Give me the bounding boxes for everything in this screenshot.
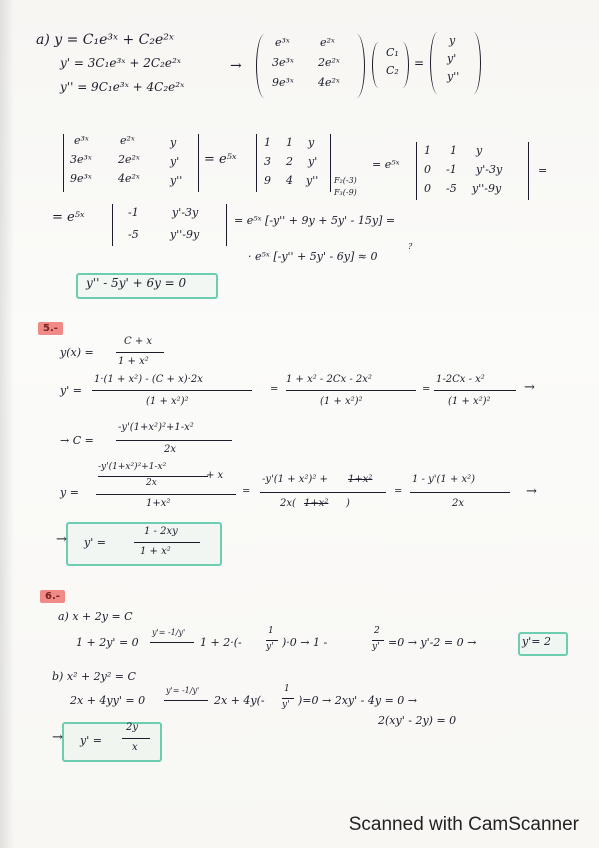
q6b-answer-lhs: y' = xyxy=(80,734,102,747)
q5-eq3: = xyxy=(242,486,251,497)
cvec-c1: C₁ xyxy=(386,46,399,59)
q5-y-den: 1+x² xyxy=(146,498,171,509)
det4-cell: y''-9y xyxy=(170,228,200,241)
q5-y2-den-b: ) xyxy=(346,498,350,509)
row-op-f3: F₃(-9) xyxy=(334,188,357,197)
q5-yp2-fraction-bar xyxy=(286,390,416,391)
det4-cell: -1 xyxy=(128,206,139,219)
det3-cell: y xyxy=(476,144,483,157)
det1-cell: y'' xyxy=(170,174,183,187)
q5-yx-den: 1 + x² xyxy=(118,356,149,367)
q4-row2-pre: = e⁵ˣ xyxy=(52,210,85,225)
det2-cell: y'' xyxy=(306,174,319,187)
q6b-line2b: )=0 → 2xy' - 4y = 0 → xyxy=(298,694,418,707)
det1-cell: 2e²ˣ xyxy=(118,153,140,166)
row-op-f2: F₂(-3) xyxy=(334,176,357,185)
det1-cell: 9e³ˣ xyxy=(70,172,92,185)
det4-right-bar xyxy=(226,204,227,246)
q6a-line2b: )·0 → 1 - xyxy=(282,636,328,649)
q6a-frac2-den: y' xyxy=(372,642,380,652)
q5-c-num: -y'(1+x²)²+1-x² xyxy=(118,422,194,433)
q5-eq4: = xyxy=(394,486,403,497)
q5-y3-num: 1 - y'(1 + x²) xyxy=(412,474,476,485)
q6b-substitution: y'= -1/y' xyxy=(166,686,200,695)
q4-row3-question: ? xyxy=(408,242,413,251)
q5-eq1: = xyxy=(270,384,279,395)
det2-cell: 4 xyxy=(286,174,293,187)
q5-y2-den-struck: 1+x² xyxy=(304,498,329,509)
q5-eq2: = xyxy=(422,384,431,395)
yvec-ypp: y'' xyxy=(447,70,460,83)
q5-y3-fraction-bar xyxy=(410,492,510,493)
det2-cell: 9 xyxy=(264,174,271,187)
q5-y-fraction-bar xyxy=(96,494,236,495)
q6b-title: b) x² + 2y² = C xyxy=(52,670,136,683)
q5-c-fraction-bar xyxy=(116,440,232,441)
det4-left-bar xyxy=(112,204,113,246)
q6a-substitution: y'= -1/y' xyxy=(152,628,186,637)
det3-left-bar xyxy=(416,142,417,200)
q5-y2-den-a: 2x( xyxy=(280,498,296,509)
det2-cell: 3 xyxy=(264,155,271,168)
det3-cell: -1 xyxy=(446,163,457,176)
q5-answer-arrow: → xyxy=(56,532,67,547)
q6a-frac2-num: 2 xyxy=(374,626,380,636)
q5-yp-den: (1 + x²)² xyxy=(146,396,189,407)
det1-cell: y' xyxy=(170,155,180,168)
q5-yx-num: C + x xyxy=(124,336,153,347)
q5-y-num-a: -y'(1+x²)²+1-x² xyxy=(98,462,167,472)
cvec-right-paren xyxy=(396,42,409,88)
det3-cell: 1 xyxy=(424,144,431,157)
q5-arrow: → xyxy=(524,380,535,395)
det2-cell: y xyxy=(308,136,315,149)
matrix-right-paren xyxy=(348,34,365,98)
det1-right-bar xyxy=(198,134,199,192)
page-edge-shadow xyxy=(0,0,14,848)
q6-badge: 6.- xyxy=(40,590,65,603)
q5-badge: 5.- xyxy=(38,322,63,335)
cvec-left-paren xyxy=(372,42,385,88)
q4-eq-end: = xyxy=(538,164,548,177)
q6b-frac-den: y' xyxy=(282,700,290,710)
matrix-left-paren xyxy=(256,34,273,98)
q5-y2-num-struck: 1+x² xyxy=(348,474,373,485)
q5-answer-lhs: y' = xyxy=(84,536,106,549)
q6b-frac-num: 1 xyxy=(284,684,290,694)
q5-y3-den: 2x xyxy=(452,498,465,509)
yvec-yp: y' xyxy=(447,52,457,65)
det2-right-bar xyxy=(330,134,331,192)
q5-yx-fraction-bar xyxy=(116,352,164,353)
det2-left-bar xyxy=(256,134,257,192)
det2-cell: y' xyxy=(308,155,318,168)
q5-c-lhs: → C = xyxy=(60,434,94,447)
matrix-cell: 4e²ˣ xyxy=(318,76,340,89)
q6a-answer: y'= 2 xyxy=(522,635,551,648)
q6a-frac-bar xyxy=(266,640,278,641)
det1-cell: e³ˣ xyxy=(74,134,89,147)
q6a-frac2-bar xyxy=(372,640,384,641)
q4-row2-post: = e⁵ˣ [-y'' + 9y + 5y' - 15y] = xyxy=(234,214,396,227)
q5-yp3-num: 1-2Cx - x² xyxy=(436,374,485,385)
q6a-frac-num: 1 xyxy=(268,626,274,636)
matrix-cell: 2e²ˣ xyxy=(318,56,340,69)
det3-cell: -5 xyxy=(446,182,457,195)
q6b-line2: 2x + 4y(- xyxy=(214,694,265,707)
det2-cell: 1 xyxy=(286,136,293,149)
q5-yp3-den: (1 + x²)² xyxy=(448,396,491,407)
q5-y2-fraction-bar xyxy=(260,492,386,493)
q5-yp-num: 1·(1 + x²) - (C + x)·2x xyxy=(94,374,203,385)
det1-cell: e²ˣ xyxy=(120,134,135,147)
q6b-sub-arrow-line xyxy=(164,700,208,701)
q5-yx-lhs: y(x) = xyxy=(60,346,94,359)
matrix-cell: 3e³ˣ xyxy=(272,56,294,69)
det1-left-bar xyxy=(63,134,64,192)
det1-cell: 3e³ˣ xyxy=(70,153,92,166)
det3-cell: 0 xyxy=(424,182,431,195)
det3-cell: 1 xyxy=(450,144,457,157)
q6b-answer-arrow: → xyxy=(52,730,63,745)
q5-answer-fraction-bar xyxy=(134,542,200,543)
matrix-cell: 9e³ˣ xyxy=(272,76,294,89)
q4-e5x: = e⁵ˣ xyxy=(204,152,237,167)
q6a-line2c: =0 → y'-2 = 0 → xyxy=(388,636,477,649)
det3-cell: y'-3y xyxy=(476,163,503,176)
yvec-right-paren xyxy=(466,32,481,94)
matrix-cell: e²ˣ xyxy=(320,36,335,49)
q4-line1: a) y = C₁e³ˣ + C₂e²ˣ xyxy=(36,32,174,48)
q6b-answer-den: x xyxy=(132,742,138,753)
det4-cell: y'-3y xyxy=(172,206,199,219)
det3-cell: y''-9y xyxy=(472,182,502,195)
q5-answer-den: 1 + x² xyxy=(140,546,171,557)
q6a-frac-den: y' xyxy=(266,642,274,652)
det1-cell: 4e²ˣ xyxy=(118,172,140,185)
q6b-answer-fraction-bar xyxy=(122,738,150,739)
q4-row3: · e⁵ˣ [-y'' + 5y' - 6y] ≈ 0 xyxy=(248,250,378,263)
det3-cell: 0 xyxy=(424,163,431,176)
q6b-line3: 2(xy' - 2y) = 0 xyxy=(378,714,457,727)
det3-right-bar xyxy=(528,142,529,200)
det2-cell: 2 xyxy=(286,155,293,168)
q5-yp-fraction-bar xyxy=(92,390,252,391)
q5-y-num-b: + x xyxy=(206,470,224,481)
yvec-y: y xyxy=(449,34,456,47)
q5-y-inner-bar xyxy=(98,476,208,477)
matrix-cell: e³ˣ xyxy=(275,36,290,49)
q6b-line1: 2x + 4yy' = 0 xyxy=(70,694,146,707)
q4-answer: y'' - 5y' + 6y = 0 xyxy=(86,276,187,290)
q6a-line2: 1 + 2·(- xyxy=(200,636,242,649)
q6b-answer-box xyxy=(62,722,162,762)
q6a-title: a) x + 2y = C xyxy=(58,610,133,623)
camscanner-watermark: Scanned with CamScanner xyxy=(348,814,579,835)
q4-arrow: → xyxy=(230,58,242,74)
q5-yp2-num: 1 + x² - 2Cx - 2x² xyxy=(286,374,372,385)
q5-yp2-den: (1 + x²)² xyxy=(320,396,363,407)
q6a-sub-arrow-line xyxy=(150,642,194,643)
q4-line2: y' = 3C₁e³ˣ + 2C₂e²ˣ xyxy=(60,56,182,70)
q4-line3: y'' = 9C₁e³ˣ + 4C₂e²ˣ xyxy=(60,80,185,94)
q5-yp-lhs: y' = xyxy=(60,384,82,397)
q4-equals: = xyxy=(414,56,425,70)
det1-cell: y xyxy=(170,136,177,149)
det2-cell: 1 xyxy=(264,136,271,149)
q5-arrow2: → xyxy=(526,484,537,499)
q4-e5x-b: = e⁵ˣ xyxy=(372,158,400,171)
q6b-frac-bar xyxy=(282,698,294,699)
q5-y2-num-a: -y'(1 + x²)² + xyxy=(262,474,328,485)
q5-yp3-fraction-bar xyxy=(434,390,516,391)
q6a-line1: 1 + 2y' = 0 xyxy=(76,636,139,649)
yvec-left-paren xyxy=(430,32,445,94)
q5-y-lhs: y = xyxy=(60,486,79,499)
q5-answer-num: 1 - 2xy xyxy=(144,526,178,537)
det4-cell: -5 xyxy=(128,228,139,241)
q5-y-num-a-den: 2x xyxy=(146,478,157,488)
q6b-answer-num: 2y xyxy=(126,722,139,733)
q5-c-den: 2x xyxy=(164,444,177,455)
cvec-c2: C₂ xyxy=(386,64,399,77)
